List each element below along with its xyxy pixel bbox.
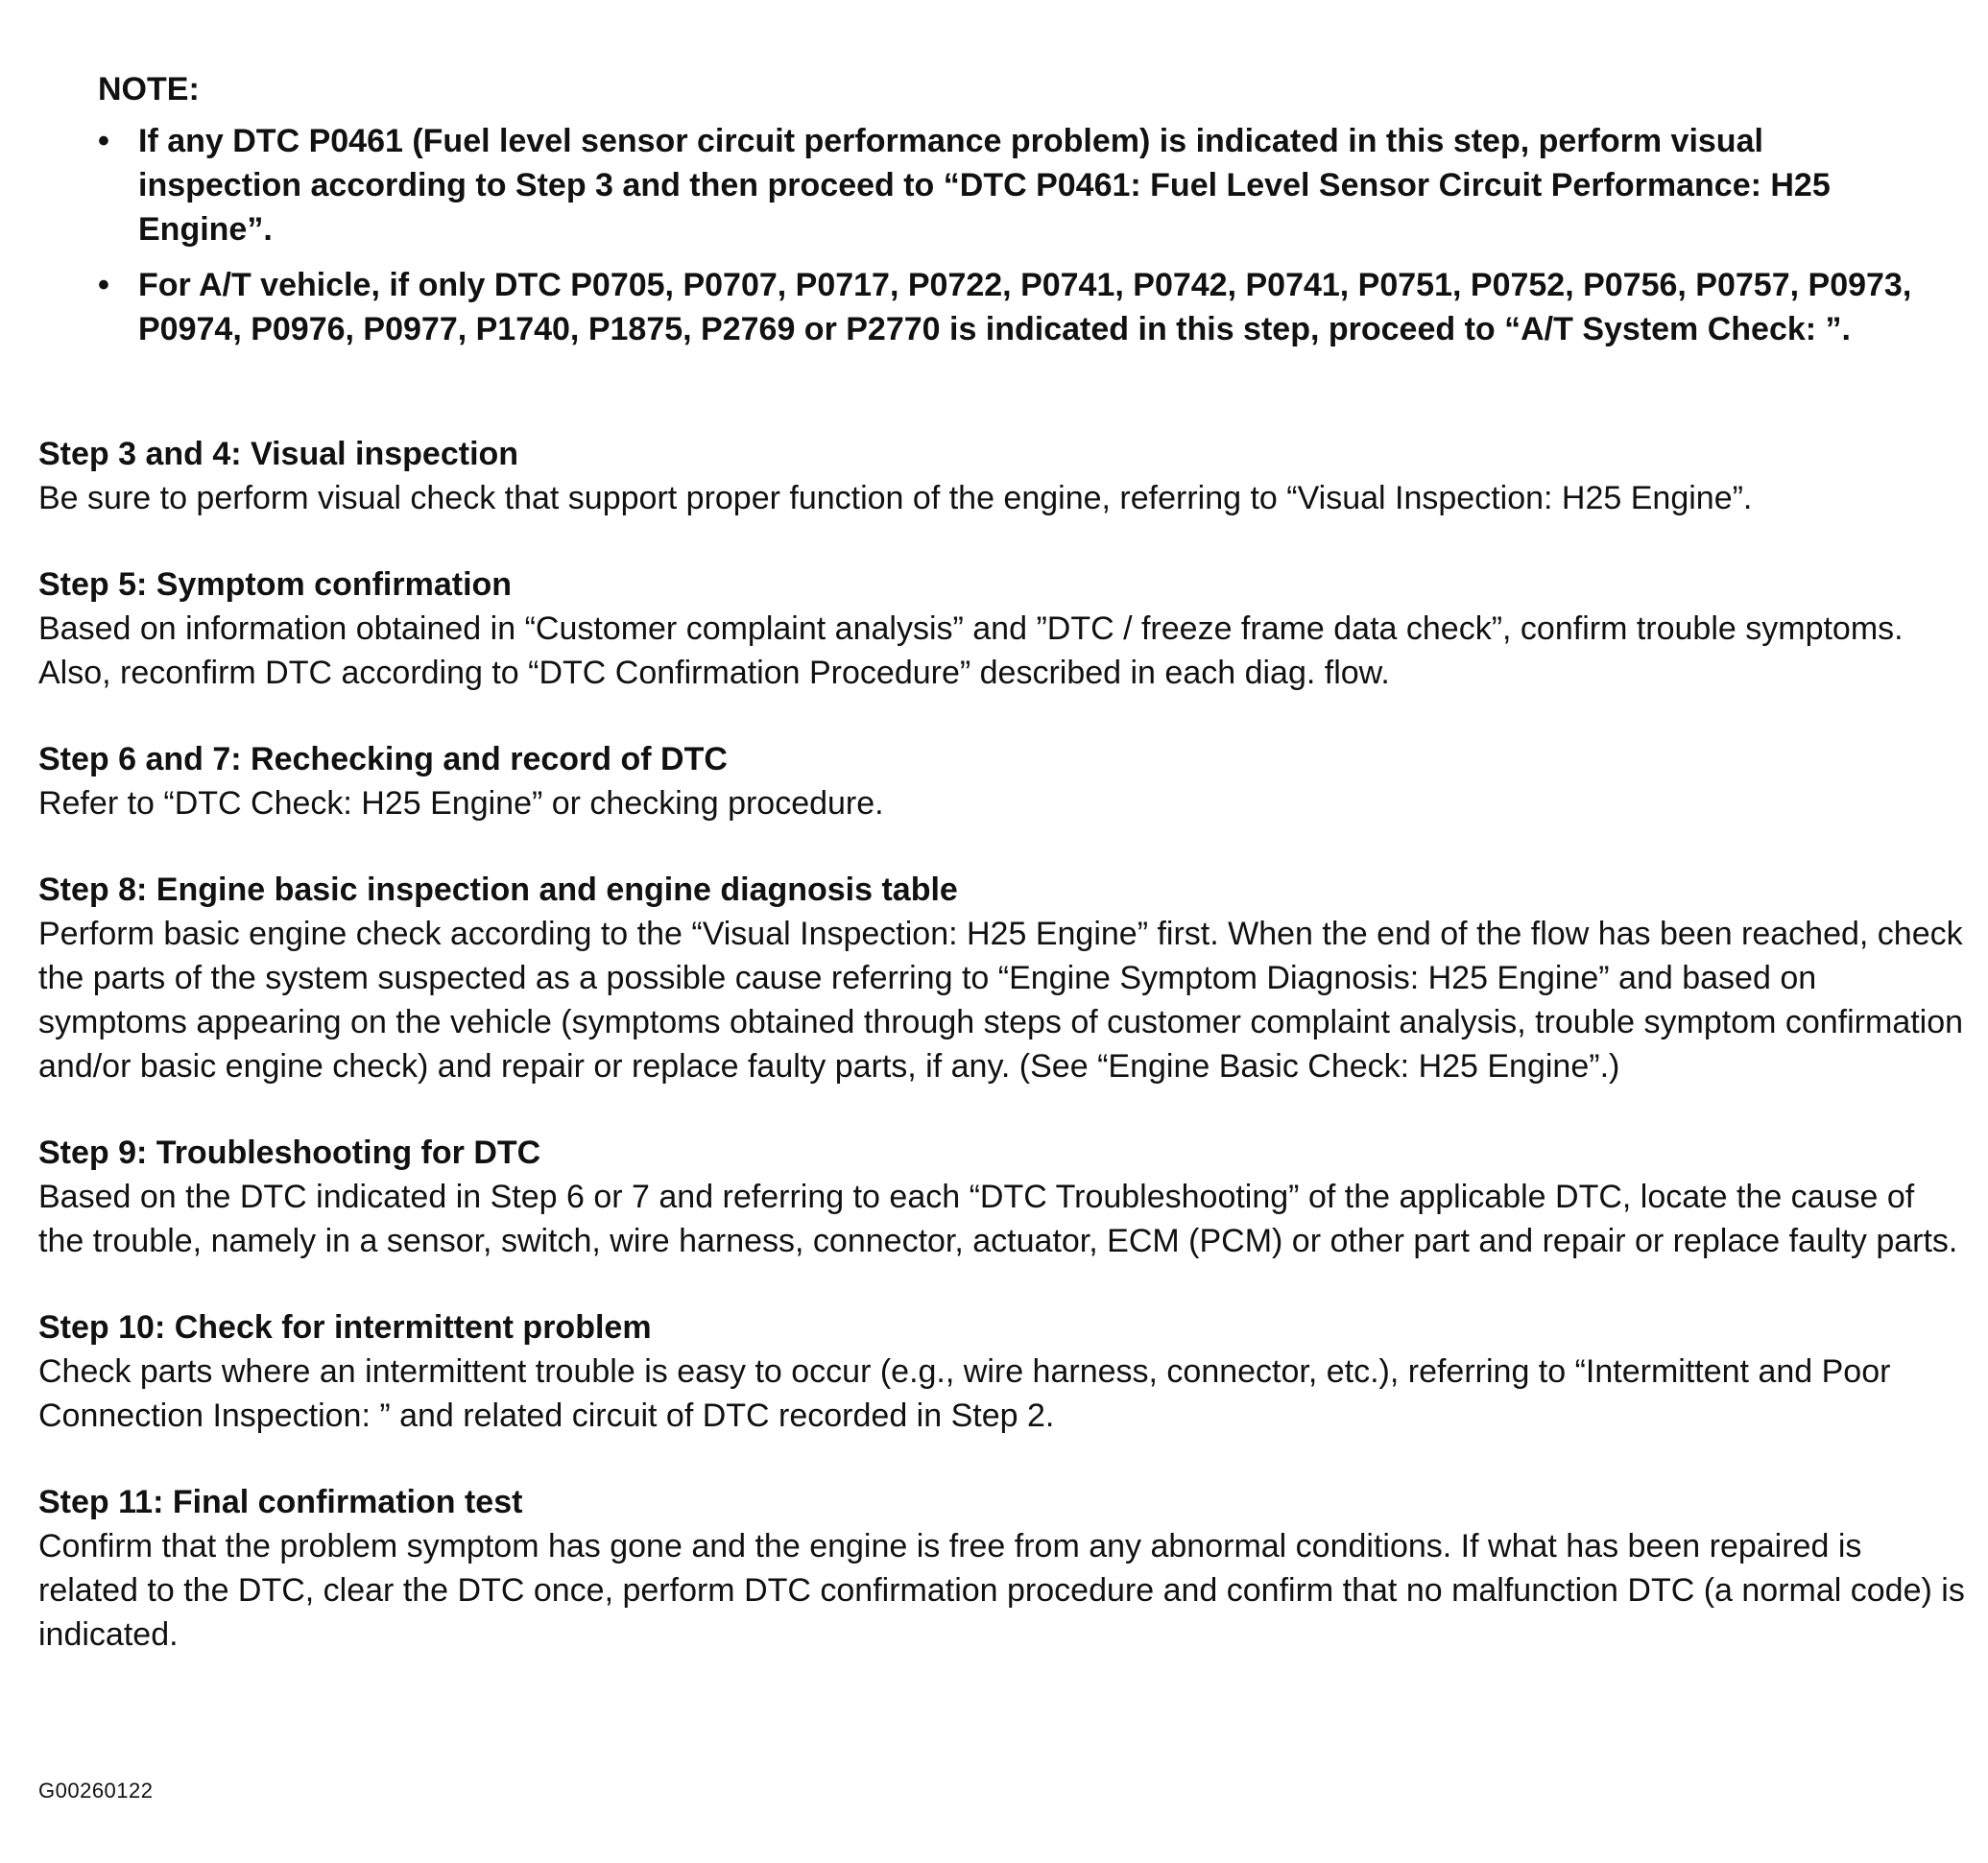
section-body: Based on the DTC indicated in Step 6 or 7 and referring to each “DTC Troubleshooting” of the applicable DTC, locate the cause of the trouble, namely in a sensor, switch, wire harness, connector, actuator, ECM (PCM) or other part and repair or replace faulty parts. xyxy=(38,1179,1958,1259)
section-heading: Step 3 and 4: Visual inspection xyxy=(38,436,519,472)
section-body: Be sure to perform visual check that support proper function of the engine, referring to “Visual Inspection: H25 Engine”. xyxy=(38,480,1753,516)
step-9-section xyxy=(38,1131,1968,1263)
step-11-section xyxy=(38,1480,1968,1657)
section-body: Check parts where an intermittent trouble is easy to occur (e.g., wire harness, connector, etc.), referring to “Intermittent and Poor Connection Inspection: ” and related circuit of DTC recorded in Step 2. xyxy=(38,1353,1891,1434)
step-6-7-section xyxy=(38,737,1968,825)
bullet-icon: • xyxy=(98,267,109,303)
step-10-section xyxy=(38,1305,1968,1438)
section-body: Refer to “DTC Check: H25 Engine” or checking procedure. xyxy=(38,785,884,822)
step-3-4-section xyxy=(38,432,1968,520)
note-list xyxy=(98,119,1922,351)
note-block xyxy=(98,67,1922,363)
steps-list xyxy=(38,432,1968,1699)
section-heading: Step 11: Final confirmation test xyxy=(38,1484,523,1520)
section-body: Confirm that the problem symptom has gone and the engine is free from any abnormal conditions. If what has been repaired is related to the DTC, clear the DTC once, perform DTC confirmation procedure and confirm that no malfunction DTC (a normal code) is indicated. xyxy=(38,1528,1965,1653)
note-item-text: If any DTC P0461 (Fuel level sensor circuit performance problem) is indicated in this step, perform visual inspection according to Step 3 and then proceed to “DTC P0461: Fuel Level Sensor Circuit Performance: H25 Engine”. xyxy=(138,123,1831,248)
section-heading: Step 8: Engine basic inspection and engine diagnosis table xyxy=(38,872,958,908)
section-heading: Step 9: Troubleshooting for DTC xyxy=(38,1135,541,1171)
note-item-at-vehicle xyxy=(98,263,1922,351)
bullet-icon: • xyxy=(98,123,109,159)
section-heading: Step 5: Symptom confirmation xyxy=(38,566,513,603)
figure-id: G00260122 xyxy=(38,1779,154,1803)
note-title: NOTE: xyxy=(98,71,200,107)
step-8-section xyxy=(38,868,1968,1088)
section-heading: Step 6 and 7: Rechecking and record of DTC xyxy=(38,741,728,777)
note-item-text: For A/T vehicle, if only DTC P0705, P0707, P0717, P0722, P0741, P0742, P0741, P0751, P0752, P0756, P0757, P0973, P0974, P0976, P0977, P1740, P1875, P2769 or P2770 is indicated in this step, proceed to “A/T System Check: ”. xyxy=(138,267,1912,347)
section-body: Perform basic engine check according to the “Visual Inspection: H25 Engine” first. When the end of the flow has been reached, check the parts of the system suspected as a possible cause referring to “Engine Symptom Diagnosis: H25 Engine” and based on symptoms appearing on the vehicle (symptoms obtained through steps of customer complaint analysis, trouble symptom confirmation and/or basic engine check) and repair or replace faulty parts, if any. (See “Engine Basic Check: H25 Engine”.) xyxy=(38,916,1964,1085)
section-heading: Step 10: Check for intermittent problem xyxy=(38,1309,652,1346)
section-body: Based on information obtained in “Customer complaint analysis” and ”DTC / freeze frame data check”, confirm trouble symptoms. Also, reconfirm DTC according to “DTC Confirmation Procedure” described in each diag. flow. xyxy=(38,610,1904,691)
step-5-section xyxy=(38,562,1968,695)
note-item-fuel-level-sensor xyxy=(98,119,1922,251)
